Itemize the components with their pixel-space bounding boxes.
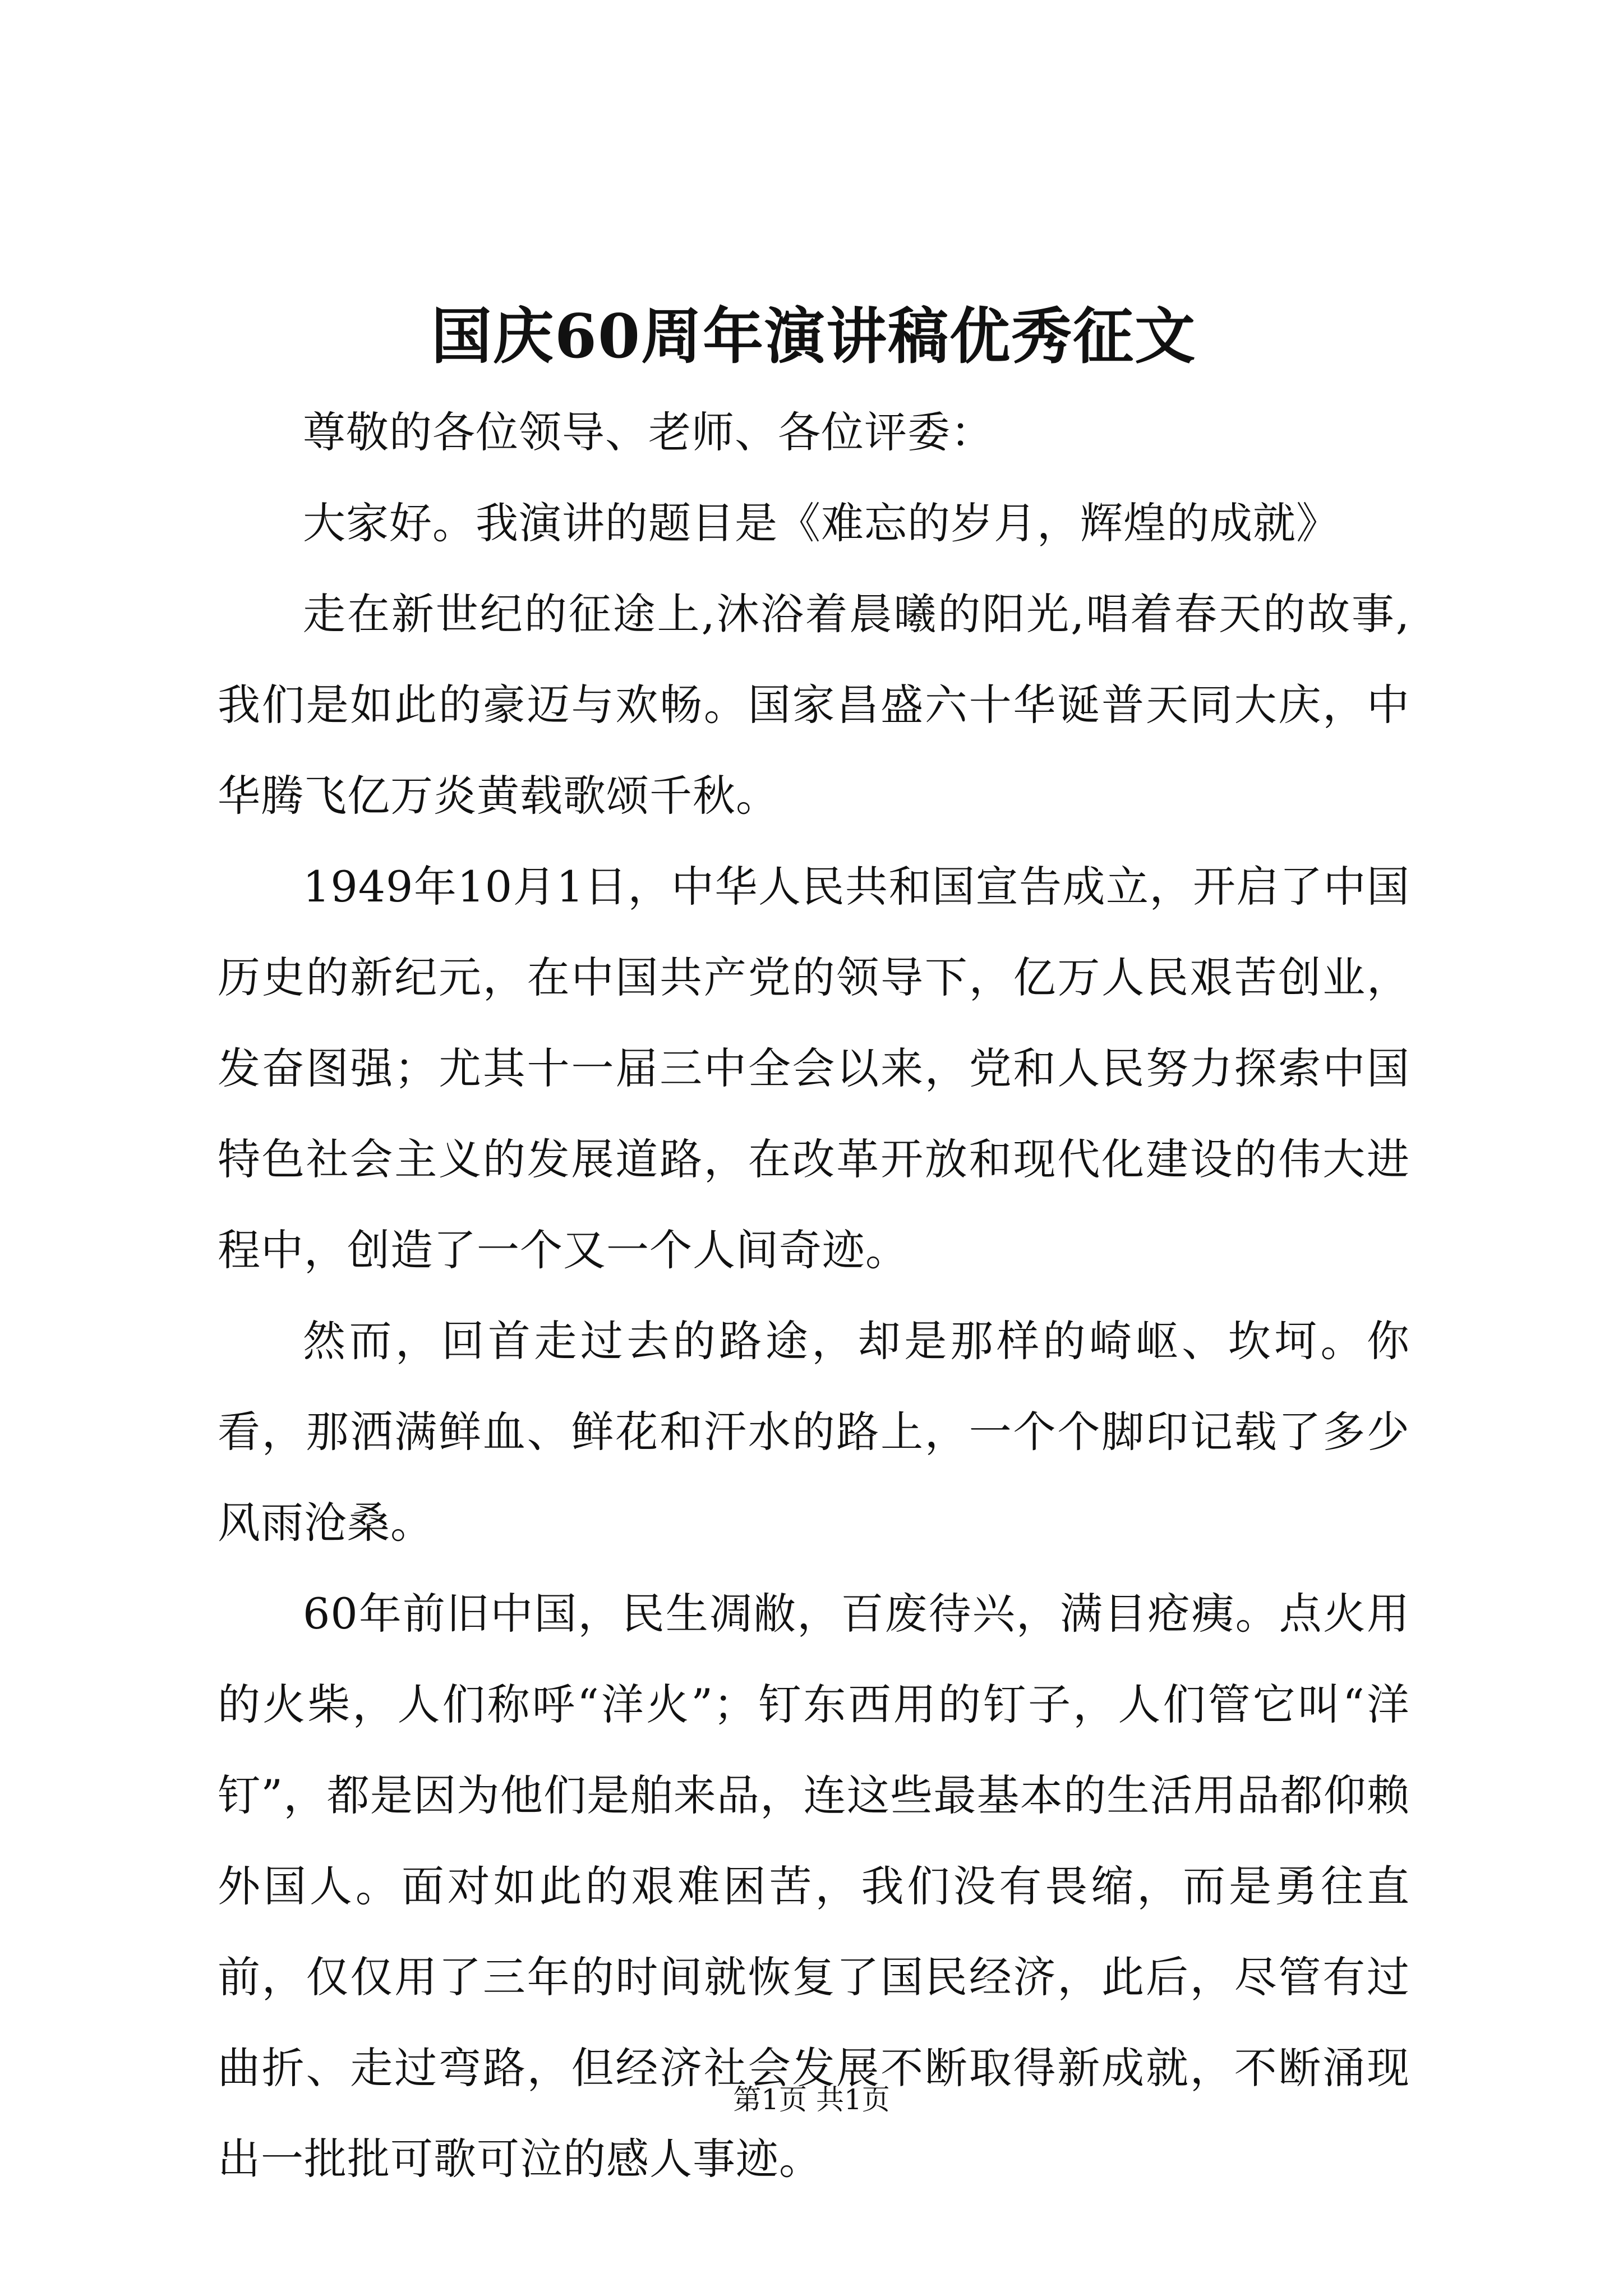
paragraph-opening: 走在新世纪的征途上,沐浴着晨曦的阳光,唱着春天的故事,我们是如此的豪迈与欢畅。国家昌盛六十华诞普天同大庆，中华腾飞亿万炎黄载歌颂千秋。 xyxy=(218,589,1410,821)
paragraph-salutation: 尊敬的各位领导、老师、各位评委： xyxy=(303,407,994,457)
paragraph-history: 60年前旧中国，民生凋敝，百废待兴，满目疮痍。点火用的火柴，人们称呼“洋火”；钉东西用的钉子，人们管它叫“洋钉”，都是因为他们是舶来品，连这些最基本的生活用品都仰赖外国人。面对如此的艰难困苦，我们没有畏缩，而是勇往直前，仅仅用了三年的时间就恢复了国民经济，此后，尽管有过曲折、走过弯路，但经济社会发展不断取得新成就，不断涌现出一批批可歌可泣的感人事迹。 xyxy=(218,1589,1410,2184)
document-body xyxy=(218,292,1410,2205)
document-title: 国庆60周年演讲稿优秀征文 xyxy=(431,301,1197,372)
paragraph-founding: 1949年10月1日，中华人民共和国宣告成立，开启了中国历史的新纪元，在中国共产党的领导下，亿万人民艰苦创业，发奋图强；尤其十一届三中全会以来，党和人民努力探索中国特色社会主义的发展道路，在改革开放和现代化建设的伟大进程中，创造了一个又一个人间奇迹。 xyxy=(218,862,1410,1275)
paragraph-greeting: 大家好。我演讲的题目是《难忘的岁月，辉煌的成就》 xyxy=(303,498,1339,548)
paragraph-hardships: 然而，回首走过去的路途，却是那样的崎岖、坎坷。你看，那洒满鲜血、鲜花和汗水的路上，一个个脚印记载了多少风雨沧桑。 xyxy=(218,1316,1410,1548)
page-number-footer: 第1页 共1页 xyxy=(733,2083,890,2116)
